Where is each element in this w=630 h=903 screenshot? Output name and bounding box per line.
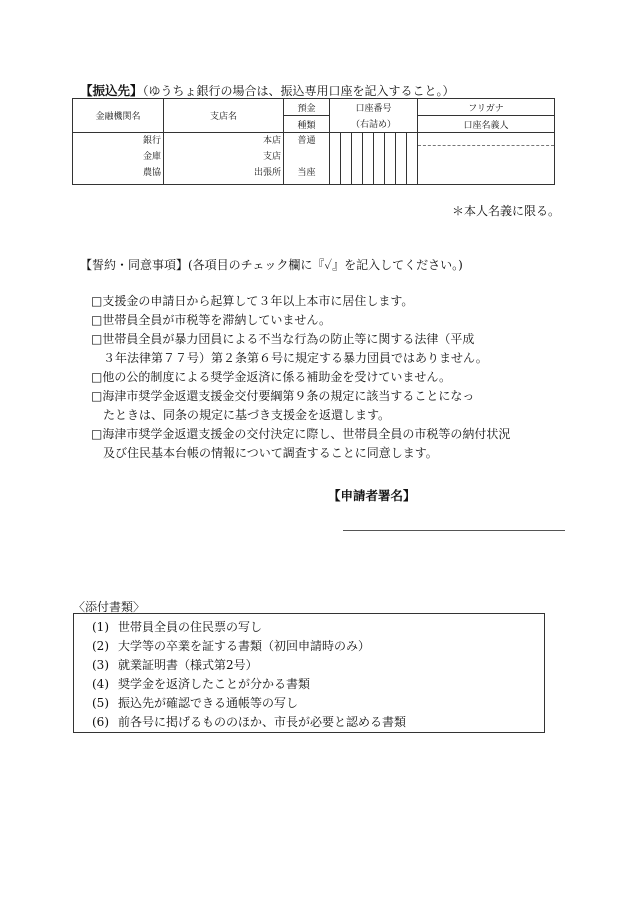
attachment-text: 就業証明書（様式第2号） xyxy=(118,658,258,672)
deposit-type-ordinary: 普通 xyxy=(297,136,316,146)
account-digit-2[interactable] xyxy=(341,133,352,185)
transfer-note: （ゆうちょ銀行の場合は、振込専用口座を記入すること。） xyxy=(142,84,455,98)
account-digit-5[interactable] xyxy=(374,133,385,185)
account-digit-6[interactable] xyxy=(385,133,396,185)
account-digit-7[interactable] xyxy=(396,133,407,185)
transfer-footnote: ＊本人名義に限る。 xyxy=(452,204,561,218)
account-number-header: 口座番号 xyxy=(330,99,418,116)
pledge-item-gang-1[interactable]: □世帯員全員が暴力団員による不当な行為の防止等に関する法律（平成 xyxy=(91,332,475,346)
deposit-header-2: 種類 xyxy=(284,116,330,133)
branch-type-branch: 支店 xyxy=(262,152,281,162)
deposit-type-blank xyxy=(284,149,329,165)
attachment-num: (3) xyxy=(92,658,109,672)
attachment-num: (2) xyxy=(92,639,109,653)
attachment-item xyxy=(92,713,406,730)
branch-type-office: 出張所 xyxy=(253,168,281,178)
attachments-heading: 〈添付書類〉 xyxy=(73,600,146,614)
account-digit-3[interactable] xyxy=(352,133,363,185)
pledge-item-consent-2: 及び住民基本台帳の情報について調査することに同意します。 xyxy=(91,446,438,460)
attachment-item xyxy=(92,694,298,711)
transfer-heading: 【振込先】 xyxy=(80,83,143,98)
account-digit-1[interactable] xyxy=(330,133,341,185)
pledge-item-tax[interactable]: □世帯員全員が市税等を滞納していません。 xyxy=(91,313,332,327)
attachment-text: 前各号に掲げるもののほか、市長が必要と認める書類 xyxy=(118,715,407,729)
account-holder-cell[interactable] xyxy=(418,133,555,185)
account-digit-4[interactable] xyxy=(363,133,374,185)
pledge-item-gang-2: ３年法律第７７号）第２条第６号に規定する暴力団員ではありません。 xyxy=(91,351,488,365)
attachment-num: (5) xyxy=(92,696,109,710)
attachment-num: (6) xyxy=(92,715,109,729)
attachment-num: (1) xyxy=(92,620,109,634)
deposit-header-1: 預金 xyxy=(284,99,330,116)
pledge-item-residence[interactable]: □支援金の申請日から起算して３年以上本市に居住します。 xyxy=(91,294,414,308)
holder-header: 口座名義人 xyxy=(418,116,555,133)
deposit-type-current: 当座 xyxy=(297,168,316,178)
transfer-heading-row xyxy=(80,80,455,99)
account-table xyxy=(72,98,555,185)
pledge-item-subsidy[interactable]: □他の公的制度による奨学金返済に係る補助金を受けていません。 xyxy=(91,370,452,384)
pledge-item-consent-1[interactable]: □海津市奨学金返還支援金の交付決定に際し、世帯員全員の市税等の納付状況 xyxy=(91,427,511,441)
pledge-list xyxy=(91,292,510,463)
attachment-text: 振込先が確認できる通帳等の写し xyxy=(118,696,299,710)
account-number-note: （右詰め） xyxy=(330,116,418,133)
attachment-item xyxy=(92,675,310,692)
bank-type-bank: 銀行 xyxy=(142,136,161,146)
pledge-heading: 【誓約・同意事項】(各項目のチェック欄に『✓』を記入してください。) xyxy=(80,258,463,272)
branch-name-cell[interactable] xyxy=(164,133,284,185)
attachment-item xyxy=(92,656,258,673)
deposit-type-cell[interactable] xyxy=(284,133,330,185)
pledge-item-refund-1[interactable]: □海津市奨学金返還支援金交付要綱第９条の規定に該当することになっ xyxy=(91,389,475,403)
branch-type-main: 本店 xyxy=(262,136,281,146)
bank-name-header: 金融機関名 xyxy=(73,99,164,133)
bank-type-shinkin: 金庫 xyxy=(142,152,161,162)
furigana-input-line[interactable] xyxy=(418,133,554,146)
attachment-num: (4) xyxy=(92,677,109,691)
signature-line[interactable] xyxy=(343,530,565,531)
attachment-text: 世帯員全員の住民票の写し xyxy=(118,620,263,634)
bank-name-cell[interactable] xyxy=(73,133,164,185)
attachment-item xyxy=(92,618,262,635)
signature-label: 【申請者署名】 xyxy=(328,488,416,503)
attachment-text: 大学等の卒業を証する書類（初回申請時のみ） xyxy=(118,639,371,653)
pledge-item-refund-2: たときは、同条の規定に基づき支援金を返還します。 xyxy=(91,408,391,422)
bank-type-nokyo: 農協 xyxy=(142,168,161,178)
attachments-box xyxy=(73,613,545,733)
attachment-text: 奨学金を返済したことが分かる書類 xyxy=(118,677,311,691)
account-digit-8[interactable] xyxy=(407,133,418,185)
attachment-item xyxy=(92,637,370,654)
furigana-header: フリガナ xyxy=(418,99,555,116)
branch-name-header: 支店名 xyxy=(164,99,284,133)
